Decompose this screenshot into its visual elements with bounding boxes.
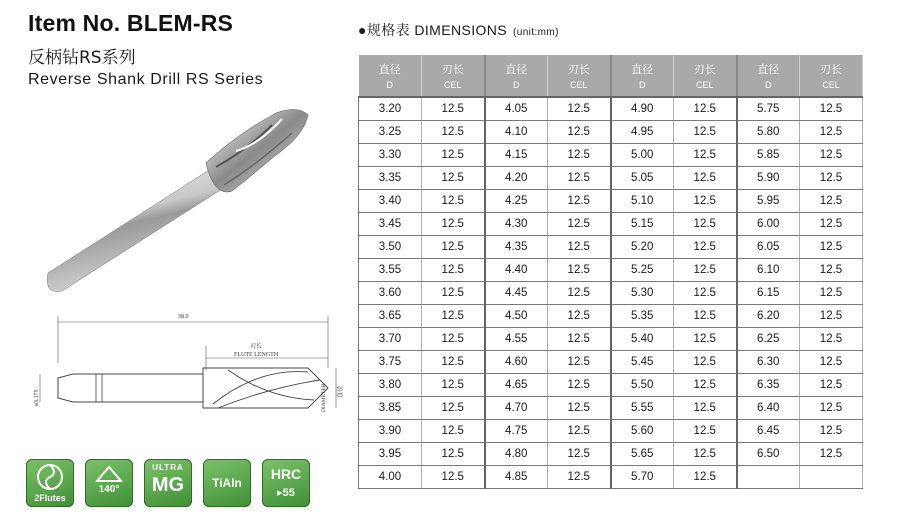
cell-cel: 12.5 <box>674 420 737 443</box>
cell-diameter: 5.35 <box>611 305 674 328</box>
cell-cel: 12.5 <box>674 466 737 489</box>
cell-diameter: 6.45 <box>737 420 800 443</box>
cell-diameter: 5.45 <box>611 351 674 374</box>
cell-cel: 12.5 <box>800 328 863 351</box>
cell-diameter: 5.00 <box>611 144 674 167</box>
cell-diameter: 3.75 <box>359 351 422 374</box>
cell-diameter: 6.50 <box>737 443 800 466</box>
cell-diameter: 4.25 <box>485 190 548 213</box>
cell-cel: 12.5 <box>548 213 611 236</box>
cell-diameter: 3.70 <box>359 328 422 351</box>
table-row <box>359 374 863 397</box>
cell-diameter: 3.60 <box>359 282 422 305</box>
cell-diameter: 5.20 <box>611 236 674 259</box>
cell-cel: 12.5 <box>548 144 611 167</box>
table-row <box>359 121 863 144</box>
diameter-cn: 直径 <box>338 385 344 398</box>
cell-cel: 12.5 <box>800 121 863 144</box>
cell-diameter: 3.85 <box>359 397 422 420</box>
cell-diameter: 4.35 <box>485 236 548 259</box>
cell-diameter: 4.50 <box>485 305 548 328</box>
cell-cel: 12.5 <box>674 121 737 144</box>
col-header-cel: 刃长 CEL <box>800 55 863 97</box>
unit-label: (unit:mm) <box>513 27 559 38</box>
cell-diameter: 5.85 <box>737 144 800 167</box>
cell-cel: 12.5 <box>674 443 737 466</box>
cell-diameter: 3.90 <box>359 420 422 443</box>
cell-diameter: 4.00 <box>359 466 422 489</box>
cell-cel: 12.5 <box>422 351 485 374</box>
table-row <box>359 443 863 466</box>
cell-diameter: 3.50 <box>359 236 422 259</box>
table-row <box>359 305 863 328</box>
cell-cel: 12.5 <box>800 374 863 397</box>
cell-diameter: 6.25 <box>737 328 800 351</box>
cell-cel: 12.5 <box>800 144 863 167</box>
cell-cel: 12.5 <box>674 328 737 351</box>
table-row <box>359 213 863 236</box>
cell-cel: 12.5 <box>422 305 485 328</box>
cell-cel: 12.5 <box>800 282 863 305</box>
table-row <box>359 144 863 167</box>
badge-hrc55: HRC ▸55 <box>262 459 310 507</box>
cell-diameter: 3.40 <box>359 190 422 213</box>
cell-diameter: 6.30 <box>737 351 800 374</box>
cell-diameter: 4.90 <box>611 97 674 121</box>
cell-diameter: 5.80 <box>737 121 800 144</box>
cell-diameter: 4.80 <box>485 443 548 466</box>
cell-diameter: 5.05 <box>611 167 674 190</box>
cell-cel: 12.5 <box>548 443 611 466</box>
table-row <box>359 466 863 489</box>
cell-diameter: 3.95 <box>359 443 422 466</box>
cell-cel: 12.5 <box>674 282 737 305</box>
cell-cel: 12.5 <box>674 351 737 374</box>
cell-cel: 12.5 <box>422 397 485 420</box>
cell-diameter: 4.85 <box>485 466 548 489</box>
cell-diameter: 4.10 <box>485 121 548 144</box>
cell-cel: 12.5 <box>422 420 485 443</box>
cell-diameter: 5.60 <box>611 420 674 443</box>
cell-cel: 12.5 <box>548 466 611 489</box>
cell-diameter: 4.75 <box>485 420 548 443</box>
cell-cel: 12.5 <box>800 190 863 213</box>
shank-diameter-label: ø3.175 <box>34 389 40 406</box>
col-header-cel: 刃长 CEL <box>548 55 611 97</box>
cell-diameter: 4.65 <box>485 374 548 397</box>
col-header-d: 直径 D <box>485 55 548 97</box>
cell-cel: 12.5 <box>674 305 737 328</box>
cell-cel: 12.5 <box>800 305 863 328</box>
cell-cel: 12.5 <box>422 466 485 489</box>
cell-cel: 12.5 <box>422 374 485 397</box>
product-header <box>28 10 263 89</box>
cell-diameter: 4.05 <box>485 97 548 121</box>
cell-diameter: 6.00 <box>737 213 800 236</box>
cell-cel: 12.5 <box>422 121 485 144</box>
badge-tialn: TiAln <box>203 459 251 507</box>
cell-diameter: 3.55 <box>359 259 422 282</box>
table-row <box>359 259 863 282</box>
two-flutes-icon <box>36 463 64 491</box>
cell-diameter: 5.75 <box>737 97 800 121</box>
cell-cel: 12.5 <box>548 351 611 374</box>
cell-cel: 12.5 <box>674 374 737 397</box>
cell-cel: 12.5 <box>548 236 611 259</box>
table-row <box>359 328 863 351</box>
cell-diameter: 5.30 <box>611 282 674 305</box>
overall-length-label: 38.0 <box>178 314 189 320</box>
cell-diameter: 3.30 <box>359 144 422 167</box>
cell-diameter: 5.10 <box>611 190 674 213</box>
cell-diameter: 3.20 <box>359 97 422 121</box>
cell-cel: 12.5 <box>674 259 737 282</box>
badge-2flutes: 2Flutes <box>26 459 74 507</box>
cell-cel: 12.5 <box>422 443 485 466</box>
table-row <box>359 190 863 213</box>
cell-cel: 12.5 <box>422 328 485 351</box>
cell-cel: 12.5 <box>800 443 863 466</box>
cell-cel: 12.5 <box>800 420 863 443</box>
col-header-d: 直径 D <box>359 55 422 97</box>
table-row <box>359 282 863 305</box>
drill-image <box>36 105 326 310</box>
table-body <box>359 97 863 489</box>
cell-cel: 12.5 <box>548 121 611 144</box>
table-row <box>359 351 863 374</box>
cell-diameter: 6.40 <box>737 397 800 420</box>
cell-cel: 12.5 <box>548 190 611 213</box>
cell-diameter: 6.15 <box>737 282 800 305</box>
col-header-cel: 刃长 CEL <box>674 55 737 97</box>
cell-diameter: 5.95 <box>737 190 800 213</box>
cell-diameter: 5.70 <box>611 466 674 489</box>
table-row <box>359 167 863 190</box>
cell-diameter: 5.25 <box>611 259 674 282</box>
table-row <box>359 397 863 420</box>
cell-diameter: 4.70 <box>485 397 548 420</box>
table-header-row <box>359 55 863 97</box>
cell-diameter: 5.65 <box>611 443 674 466</box>
cell-cel: 12.5 <box>674 397 737 420</box>
cell-diameter: 5.15 <box>611 213 674 236</box>
cell-diameter: 4.30 <box>485 213 548 236</box>
cell-cel: 12.5 <box>548 282 611 305</box>
cell-cel: 12.5 <box>674 97 737 121</box>
cell-cel: 12.5 <box>800 167 863 190</box>
cell-cel: 12.5 <box>674 144 737 167</box>
flute-length-en: FLUTE LENGTH <box>234 352 279 358</box>
cell-cel: 12.5 <box>548 420 611 443</box>
cell-cel: 12.5 <box>422 236 485 259</box>
cell-diameter: 6.05 <box>737 236 800 259</box>
cell-cel: 12.5 <box>548 328 611 351</box>
cell-cel: 12.5 <box>800 236 863 259</box>
cell-cel: 12.5 <box>800 97 863 121</box>
cell-cel: 12.5 <box>674 190 737 213</box>
technical-drawing <box>28 308 348 448</box>
cell-cel: 12.5 <box>422 190 485 213</box>
cell-cel: 12.5 <box>548 305 611 328</box>
badge-140-degree: 140° <box>85 459 133 507</box>
bullet: ● <box>358 22 367 38</box>
diameter-en: DIAMETER <box>321 383 327 412</box>
cell-cel: 12.5 <box>548 167 611 190</box>
cell-diameter: 4.20 <box>485 167 548 190</box>
cell-diameter <box>737 466 800 489</box>
cell-cel: 12.5 <box>422 282 485 305</box>
cell-cel: 12.5 <box>800 397 863 420</box>
dimensions-table-wrap <box>358 55 863 489</box>
table-row <box>359 236 863 259</box>
cell-cel: 12.5 <box>800 351 863 374</box>
dimensions-title: 规格表 DIMENSIONS <box>366 22 508 38</box>
cell-cel: 12.5 <box>422 167 485 190</box>
cell-diameter: 4.40 <box>485 259 548 282</box>
table-row <box>359 97 863 121</box>
cell-cel: 12.5 <box>422 97 485 121</box>
col-header-cel: 刃长 CEL <box>422 55 485 97</box>
cell-diameter: 3.35 <box>359 167 422 190</box>
col-header-d: 直径 D <box>737 55 800 97</box>
cell-cel: 12.5 <box>800 259 863 282</box>
series-title-cn: 反柄钻RS系列 <box>28 48 136 68</box>
cell-cel: 12.5 <box>800 213 863 236</box>
cell-diameter: 4.60 <box>485 351 548 374</box>
badge-ultra-mg: ULTRA MG <box>144 459 192 507</box>
cell-diameter: 5.50 <box>611 374 674 397</box>
cell-diameter: 6.35 <box>737 374 800 397</box>
dimensions-heading <box>358 20 559 40</box>
cell-diameter: 5.90 <box>737 167 800 190</box>
cell-cel: 12.5 <box>422 259 485 282</box>
cell-diameter: 4.95 <box>611 121 674 144</box>
cell-cel <box>800 466 863 489</box>
feature-badges <box>26 459 310 507</box>
cell-cel: 12.5 <box>548 259 611 282</box>
cell-diameter: 3.65 <box>359 305 422 328</box>
cell-diameter: 3.80 <box>359 374 422 397</box>
cell-diameter: 6.10 <box>737 259 800 282</box>
dimensions-table <box>358 55 863 489</box>
angle-house-icon <box>95 463 123 483</box>
cell-cel: 12.5 <box>422 213 485 236</box>
cell-cel: 12.5 <box>422 144 485 167</box>
cell-cel: 12.5 <box>548 397 611 420</box>
cell-diameter: 4.55 <box>485 328 548 351</box>
cell-diameter: 4.15 <box>485 144 548 167</box>
series-title-en: Reverse Shank Drill RS Series <box>28 71 264 88</box>
cell-diameter: 5.40 <box>611 328 674 351</box>
cell-diameter: 5.55 <box>611 397 674 420</box>
cell-diameter: 6.20 <box>737 305 800 328</box>
cell-cel: 12.5 <box>674 167 737 190</box>
cell-diameter: 3.25 <box>359 121 422 144</box>
table-row <box>359 420 863 443</box>
col-header-d: 直径 D <box>611 55 674 97</box>
cell-cel: 12.5 <box>548 374 611 397</box>
item-number: Item No. BLEM-RS <box>28 10 234 36</box>
cell-cel: 12.5 <box>548 97 611 121</box>
cell-diameter: 4.45 <box>485 282 548 305</box>
cell-diameter: 3.45 <box>359 213 422 236</box>
cell-cel: 12.5 <box>674 213 737 236</box>
cell-cel: 12.5 <box>674 236 737 259</box>
flute-length-cn: 刃长 <box>250 344 263 350</box>
